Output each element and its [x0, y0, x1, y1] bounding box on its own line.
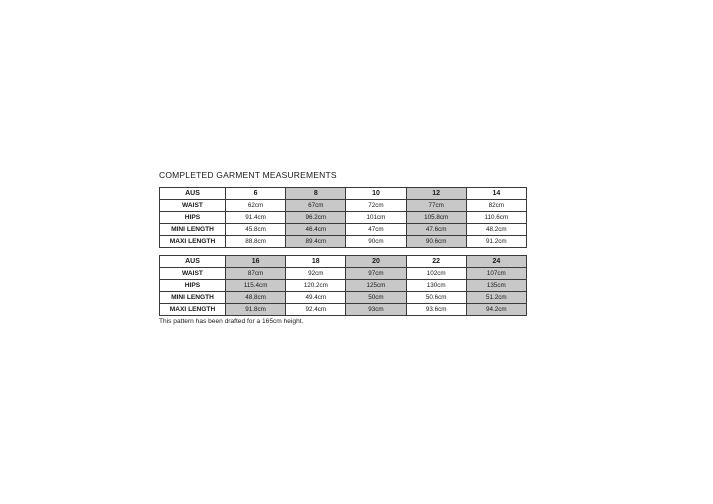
measurement-cell: 115.4cm	[226, 280, 286, 292]
measurement-cell: 50cm	[346, 292, 406, 304]
table-row	[160, 292, 527, 304]
measurement-cell: 97cm	[346, 268, 406, 280]
measurement-cell: 47.6cm	[406, 224, 466, 236]
measurement-cell: 120.2cm	[286, 280, 346, 292]
measurement-cell: 92.4cm	[286, 304, 346, 316]
size-cell: 24	[466, 256, 526, 268]
page-title: COMPLETED GARMENT MEASUREMENTS	[159, 170, 337, 180]
measurement-cell: 125cm	[346, 280, 406, 292]
size-cell: 22	[406, 256, 466, 268]
size-cell: 18	[286, 256, 346, 268]
measurement-cell: 107cm	[466, 268, 526, 280]
height-note: This pattern has been drafted for a 165cm height.	[159, 318, 304, 325]
table-row	[160, 280, 527, 292]
measurement-cell: 48.8cm	[226, 292, 286, 304]
row-label: MINI LENGTH	[160, 224, 226, 236]
row-label: MAXI LENGTH	[160, 236, 226, 248]
row-label: WAIST	[160, 268, 226, 280]
size-cell: 12	[406, 188, 466, 200]
table-row	[160, 224, 527, 236]
measurement-cell: 135cm	[466, 280, 526, 292]
measurement-cell: 67cm	[286, 200, 346, 212]
measurement-cell: 77cm	[406, 200, 466, 212]
measurement-cell: 110.6cm	[466, 212, 526, 224]
measurement-cell: 49.4cm	[286, 292, 346, 304]
measurement-cell: 101cm	[346, 212, 406, 224]
size-cell: 16	[226, 256, 286, 268]
measurement-cell: 96.2cm	[286, 212, 346, 224]
size-cell: 6	[226, 188, 286, 200]
measurement-cell: 87cm	[226, 268, 286, 280]
measurement-cell: 91.4cm	[226, 212, 286, 224]
measurement-cell: 94.2cm	[466, 304, 526, 316]
measurement-cell: 82cm	[466, 200, 526, 212]
measurement-cell: 46.4cm	[286, 224, 346, 236]
measurements-table-sizes-16-24	[159, 255, 527, 316]
row-label: HIPS	[160, 212, 226, 224]
measurement-cell: 93cm	[346, 304, 406, 316]
measurement-cell: 130cm	[406, 280, 466, 292]
measurement-cell: 45.8cm	[226, 224, 286, 236]
table-row	[160, 236, 527, 248]
measurement-cell: 48.2cm	[466, 224, 526, 236]
measurement-cell: 90cm	[346, 236, 406, 248]
measurements-table-sizes-6-14	[159, 187, 527, 248]
size-cell: 20	[346, 256, 406, 268]
measurement-cell: 72cm	[346, 200, 406, 212]
measurement-cell: 88.8cm	[226, 236, 286, 248]
measurement-cell: 62cm	[226, 200, 286, 212]
size-cell: 14	[466, 188, 526, 200]
measurement-cell: 91.8cm	[226, 304, 286, 316]
size-cell: 8	[286, 188, 346, 200]
measurement-cell: 102cm	[406, 268, 466, 280]
measurement-cell: 51.2cm	[466, 292, 526, 304]
row-label: MAXI LENGTH	[160, 304, 226, 316]
measurement-cell: 47cm	[346, 224, 406, 236]
size-cell: 10	[346, 188, 406, 200]
measurement-cell: 90.6cm	[406, 236, 466, 248]
table-header-row	[160, 188, 527, 200]
measurement-cell: 50.6cm	[406, 292, 466, 304]
row-label: MINI LENGTH	[160, 292, 226, 304]
size-system-label: AUS	[160, 188, 226, 200]
measurement-cell: 105.8cm	[406, 212, 466, 224]
measurement-cell: 89.4cm	[286, 236, 346, 248]
table-header-row	[160, 256, 527, 268]
row-label: HIPS	[160, 280, 226, 292]
measurement-cell: 92cm	[286, 268, 346, 280]
size-system-label: AUS	[160, 256, 226, 268]
measurement-cell: 93.6cm	[406, 304, 466, 316]
table-row	[160, 304, 527, 316]
table-row	[160, 212, 527, 224]
table-row	[160, 268, 527, 280]
row-label: WAIST	[160, 200, 226, 212]
measurement-cell: 91.2cm	[466, 236, 526, 248]
table-row	[160, 200, 527, 212]
